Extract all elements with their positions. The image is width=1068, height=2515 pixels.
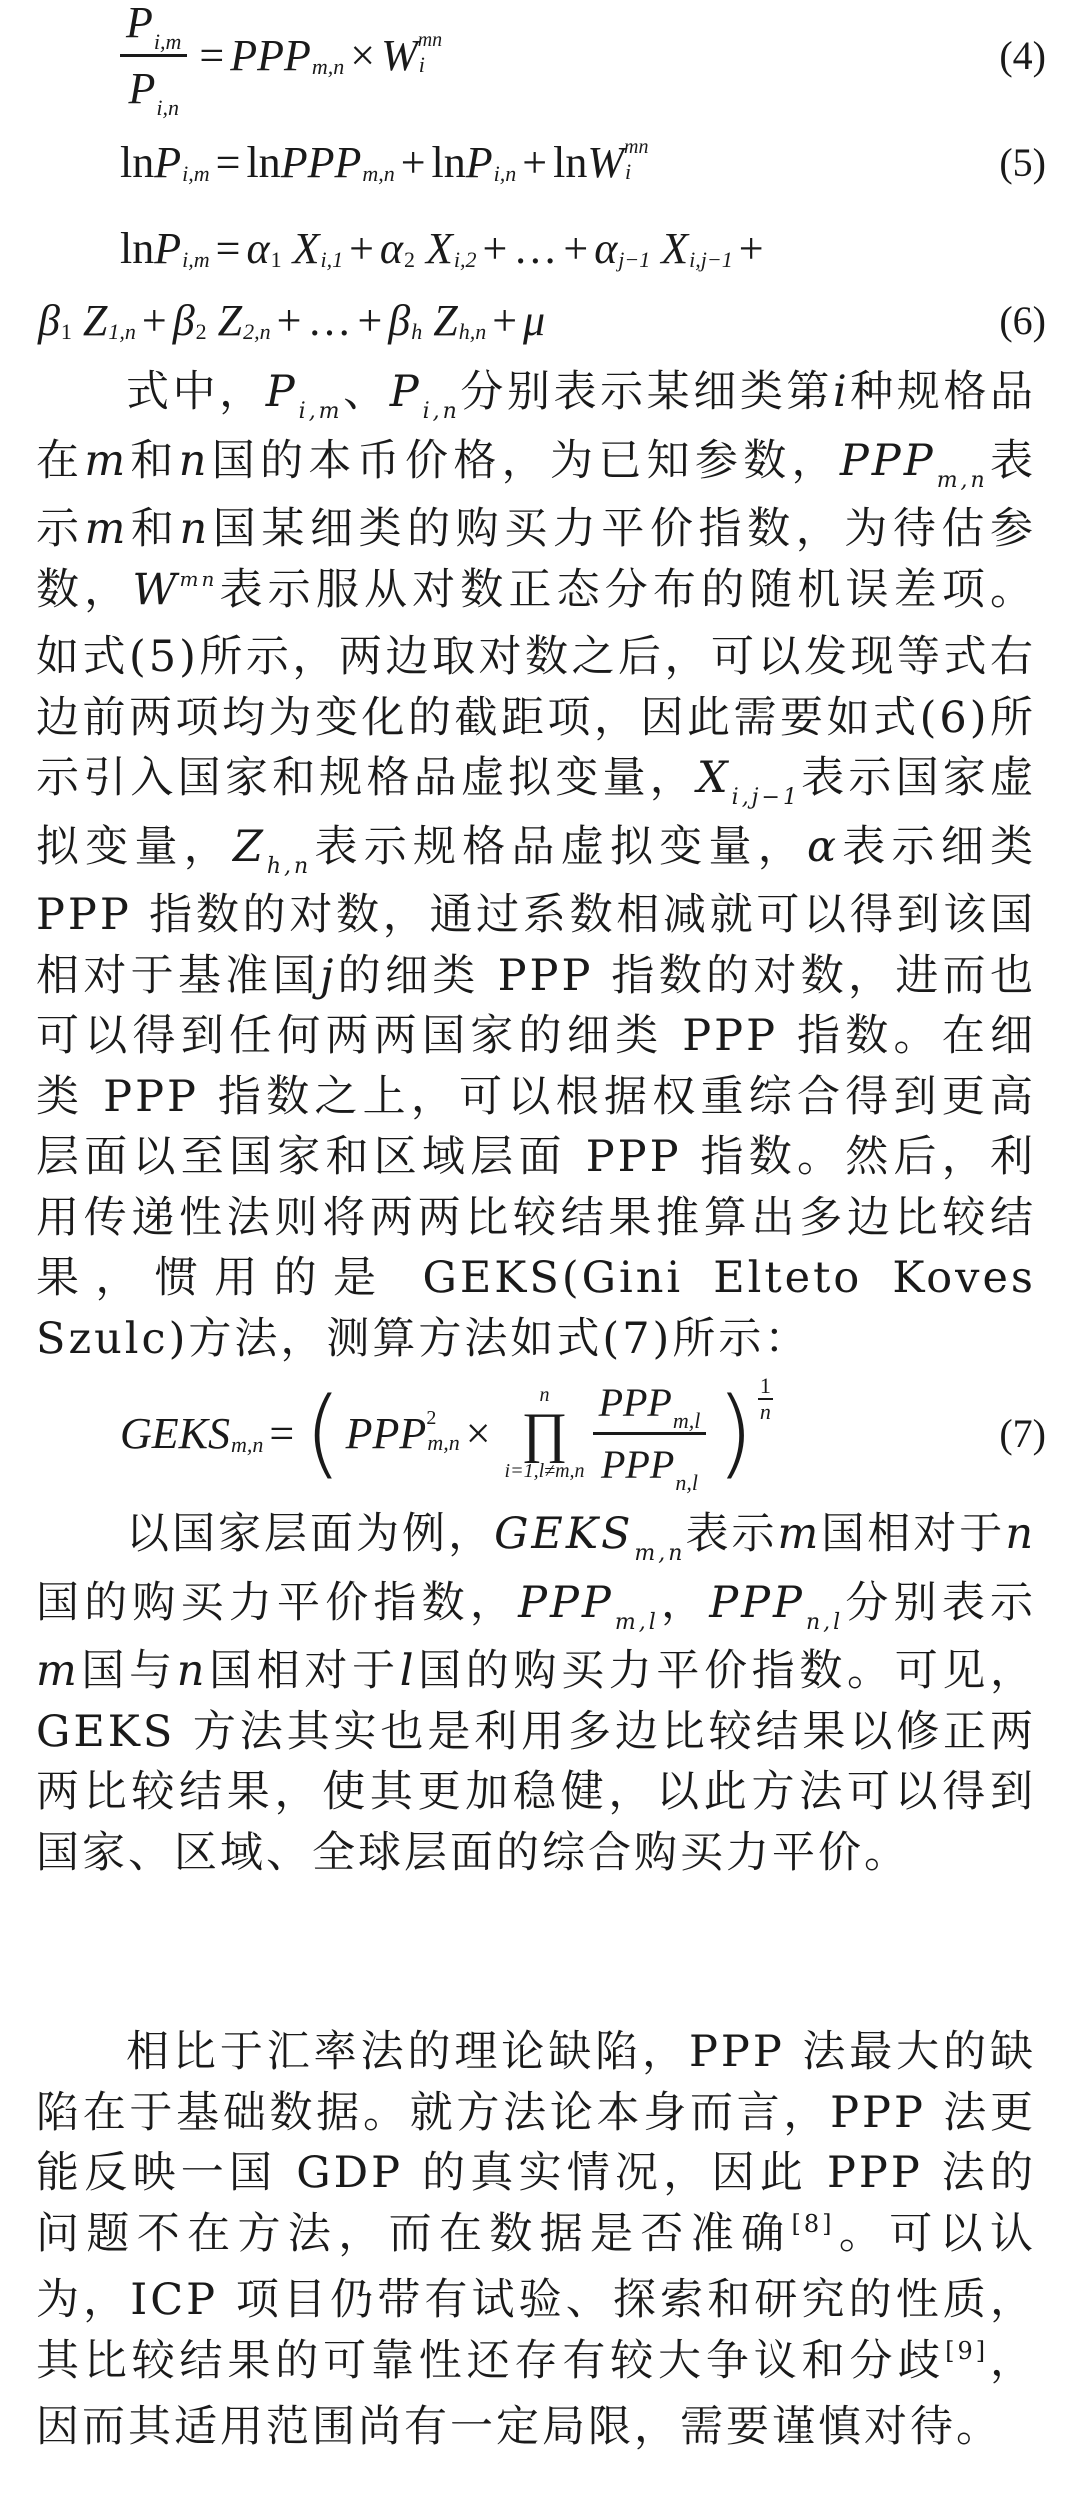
equation-7-number: (7)	[999, 1410, 1046, 1456]
equation-7	[0, 1368, 1068, 1498]
ppp-ratio-fraction: $\frac{PPP_{m,l}}{PPP_{n,l}}$	[593, 1379, 707, 1488]
equation-6-line-2	[0, 280, 1068, 360]
citation-9: [9]	[945, 2336, 989, 2365]
equation-6-number: (6)	[999, 297, 1046, 343]
equation-6-body-line-2: β 1 Z 1,n + β 2 Z 2,n + … + β h Z h,n + μ	[38, 295, 546, 345]
equation-4	[0, 0, 1068, 120]
paragraph-ppp-limitations: 相比于汇率法的理论缺陷，PPP 法最大的缺陷在于基础数据。就方法论本身而言，PPP 法更能反映一国 GDP 的真实情况，因此 PPP 法的问题不在方法，而在数据是否准确[8]。可以认为，ICP 项目仍带有试验、探索和研究的性质，其比较结果的可靠性还存有较大争议和分歧[9]，因而其适用范围尚有一定局限，需要谨慎对待。	[36, 2027, 1037, 2452]
equation-5	[0, 112, 1068, 212]
equation-6-line-1	[0, 208, 1068, 288]
paragraph-model-explanation: 式中，$P_{i,m}$、$P_{i,n}$分别表示某细类第i种规格品在m和n国的本币价格，为已知参数，$PPP_{m,n}$表示m和n国某细类的购买力平价指数，为待估参数，$W^{mn}$表示服从对数正态分布的随机误差项。如式(5)所示，两边取对数之后，可以发现等式右边前两项均为变化的截距项，因此需要如式(6)所示引入国家和规格品虚拟变量，$X_{i,j-1}$表示国家虚拟变量，$Z_{h,n}$表示规格品虚拟变量，α表示细类 PPP 指数的对数，通过系数相减就可以得到该国相对于基准国j的细类 PPP 指数的对数，进而也可以得到任何两两国家的细类 PPP 指数。在细类 PPP 指数之上，可以根据权重综合得到更高层面以至国家和区域层面 PPP 指数。然后，利用传递性法则将两两比较结果推算出多边比较结果，惯用的是 GEKS(Gini Elteto Koves Szulc)方法，测算方法如式(7)所示：	[36, 367, 1037, 1364]
equation-4-body: $\frac{P_{i,m}}{P_{i,n}}$ = PPP m,n × W mn i	[120, 0, 442, 110]
exponent-fraction: 1 n	[759, 1372, 771, 1424]
equation-5-number: (5)	[999, 139, 1046, 185]
equation-4-number: (4)	[999, 32, 1046, 78]
equation-7-body: GEKS m,n = ( PPP 2 m,n × n ∏ i=1,l≠m,n $\frac{PPP_{m,l}}{PPP_{n,l}}$ ) 1 n	[120, 1372, 771, 1495]
equation-5-body: ln P i,m = ln PPP m,n + ln P i,n + ln W mn i	[120, 136, 649, 187]
equation-6-body-line-1: ln P i,m = α 1 X i,1 + α 2 X i,2 + … + α j−1 X i,j−1 +	[120, 223, 764, 273]
product-operator: n ∏ i=1,l≠m,n	[504, 1384, 585, 1482]
price-ratio-fraction: $\frac{P_{i,m}}{P_{i,n}}$	[120, 0, 187, 114]
paragraph-geks-explanation: 以国家层面为例，$GEKS_{m,n}$表示m国相对于n国的购买力平价指数，$PPP_{m,l}$，$PPP_{n,l}$分别表示m国与n国相对于l国的购买力平价指数。可见，GEKS 方法其实也是利用多边比较结果以修正两两比较结果，使其更加稳健，以此方法可以得到国家、区域、全球层面的综合购买力平价。	[36, 1509, 1037, 1878]
citation-8: [8]	[791, 2209, 835, 2238]
